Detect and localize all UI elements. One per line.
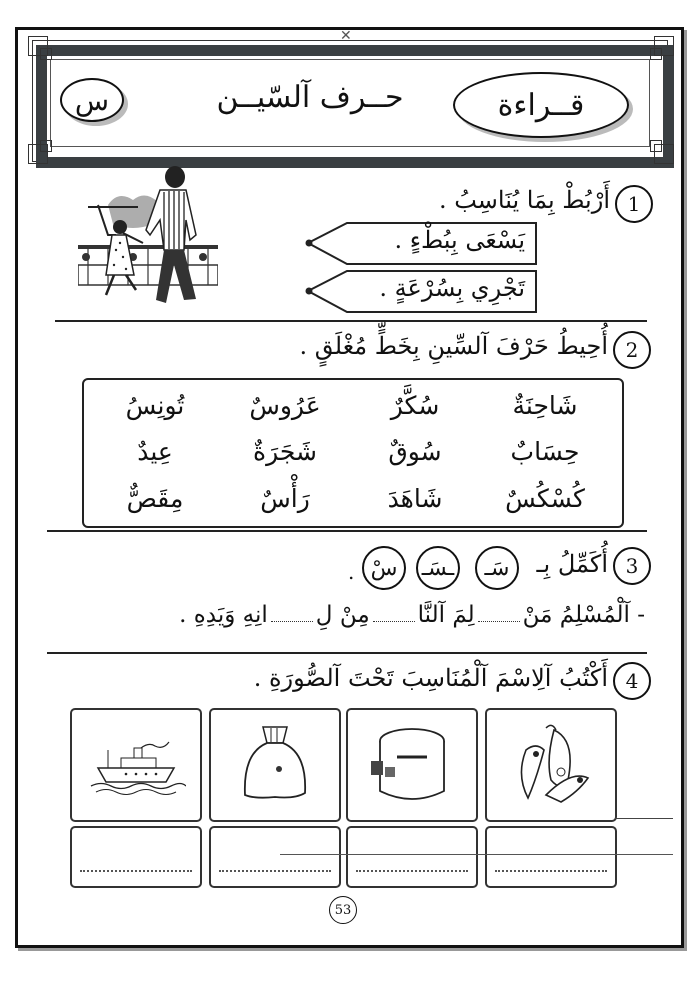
sentence-part: - آلْمُسْلِمُ مَنْ (522, 602, 645, 628)
exercise-4-instruction: أَكْتُبُ آلِاسْمَ آلْمُنَاسِبَ تَحْتَ آلصُّورَةِ . (253, 664, 608, 692)
match-option-text: يَسْعَى بِبُطْءٍ . (394, 226, 525, 254)
word-item[interactable]: كُسْكُسٌ (505, 484, 585, 514)
section-divider (47, 530, 647, 532)
sentence-part: مِنْ لِ (315, 602, 370, 628)
banner-corner-ornament (650, 140, 662, 152)
exercise-3-instruction: أُكَمِّلُ بِـ (536, 550, 608, 578)
word-item[interactable]: عَرُوسٌ (249, 390, 321, 420)
ship-icon (86, 730, 186, 800)
word-item[interactable]: سُكَّرٌ (390, 390, 440, 420)
letter-form-sukun: سْ (362, 546, 406, 590)
reading-label (453, 72, 629, 138)
sentence-part: انِهِ وَيَدِهِ . (179, 602, 268, 628)
match-option-2[interactable] (305, 270, 537, 313)
scan-artifact-line (615, 818, 673, 819)
sack-icon (235, 723, 315, 808)
fish-icon (506, 720, 596, 810)
fill-in-sentence (179, 602, 645, 628)
letter-form-medial: ـسَـ (416, 546, 460, 590)
section-divider (47, 652, 647, 654)
word-item[interactable]: مِقَصٌّ (126, 484, 184, 514)
answer-field[interactable] (485, 826, 617, 888)
word-item[interactable]: شَجَرَةٌ (253, 437, 317, 467)
answer-line (219, 870, 331, 872)
page-number: 53 (329, 896, 357, 924)
exercise-1-instruction: أَرْبُطْ بِمَا يُنَاسِبُ . (438, 186, 610, 214)
letter-badge (60, 78, 124, 122)
pot-icon (367, 723, 457, 808)
word-item[interactable]: عِيدٌ (137, 437, 173, 467)
word-item[interactable]: شَاحِنَةٌ (512, 390, 578, 420)
word-item[interactable]: رَأْسٌ (260, 484, 310, 514)
answer-field[interactable] (346, 826, 478, 888)
man-and-girl-walking-icon (78, 165, 218, 307)
lesson-title: حــرف آلسّيــن (216, 80, 404, 115)
binding-mark: ✕ (340, 28, 352, 44)
sentence-part: لِمَ آلنَّا (417, 602, 475, 628)
answer-line (80, 870, 192, 872)
word-grid (90, 382, 610, 522)
banner-corner-ornament (40, 140, 52, 152)
period-mark: . (348, 560, 355, 584)
answer-line (356, 870, 468, 872)
answer-line (495, 870, 607, 872)
letter-badge-text: س (74, 83, 110, 117)
scan-artifact-line (280, 854, 673, 855)
word-item[interactable]: سُوقٌ (388, 437, 442, 467)
exercise-number-4: 4 (613, 662, 651, 700)
blank-field[interactable] (271, 615, 313, 622)
match-option-text: تَجْرِي بِسُرْعَةٍ . (379, 274, 525, 302)
exercise-number-2: 2 (613, 331, 651, 369)
banner-corner-ornament (40, 48, 52, 60)
answer-field[interactable] (70, 826, 202, 888)
word-item[interactable]: تُونِسُ (125, 390, 185, 420)
picture-box (209, 708, 341, 822)
exercise-number-1: 1 (615, 185, 653, 223)
picture-box (70, 708, 202, 822)
exercise-2-instruction: أُحِيطُ حَرْفَ آلسِّينِ بِخَطٍّ مُغْلَقٍ . (299, 332, 608, 360)
word-item[interactable]: شَاهَدَ (387, 484, 443, 514)
banner-corner-ornament (650, 48, 662, 60)
word-item[interactable]: حِسَابٌ (510, 437, 580, 467)
blank-field[interactable] (373, 615, 415, 622)
reading-label-text: قــراءة (497, 87, 585, 123)
letter-form-initial: سَـ (475, 546, 519, 590)
blank-field[interactable] (478, 615, 520, 622)
match-option-1[interactable] (305, 222, 537, 265)
section-divider (55, 320, 647, 322)
picture-box (485, 708, 617, 822)
picture-box (346, 708, 478, 822)
exercise-number-3: 3 (613, 547, 651, 585)
answer-field[interactable] (209, 826, 341, 888)
